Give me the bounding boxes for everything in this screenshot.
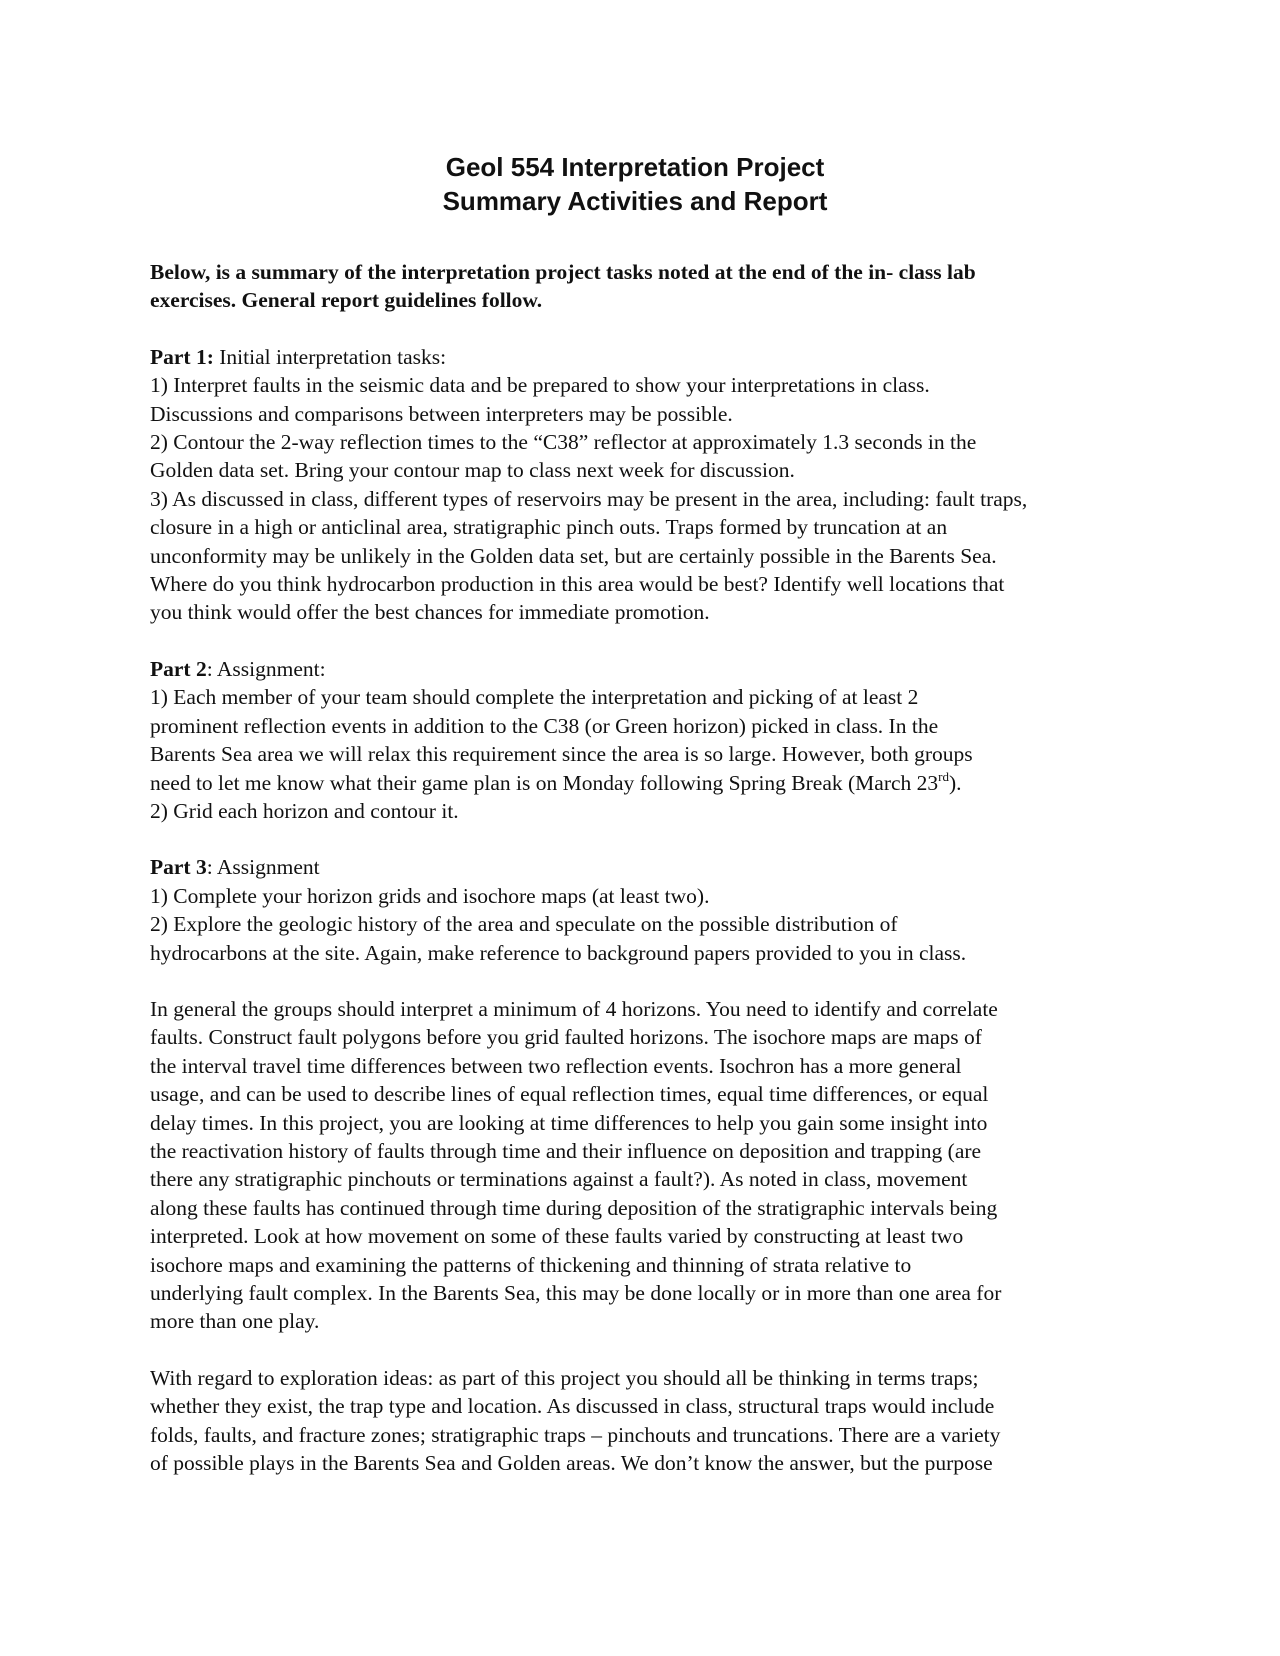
date-line-end: ). <box>949 770 962 795</box>
part-2-heading: Part 2 <box>150 656 207 681</box>
part-2-heading-line <box>150 655 1150 683</box>
part-3-line: hydrocarbons at the site. Again, make reference to background papers provided to you in class. <box>150 940 967 965</box>
paragraph-line: whether they exist, the trap type and location. As discussed in class, structural traps would include <box>150 1394 995 1419</box>
part-1-heading-line <box>150 343 1150 371</box>
paragraph-line: faults. Construct fault polygons before you grid faulted horizons. The isochore maps are maps of <box>150 1025 982 1050</box>
exploration-ideas-paragraph <box>150 1364 1150 1478</box>
paragraph-line: the reactivation history of faults through time and their influence on deposition and trapping (are <box>150 1138 982 1163</box>
document-page <box>150 150 1150 1477</box>
part-1-line: you think would offer the best chances for immediate promotion. <box>150 600 710 625</box>
part-1-section <box>150 343 1150 627</box>
part-1-line: Where do you think hydrocarbon production in this area would be best? Identify well locations that <box>150 572 1005 597</box>
part-1-subtitle: Initial interpretation tasks: <box>213 344 447 369</box>
paragraph-line: usage, and can be used to describe lines of equal reflection times, equal time differences, or equal <box>150 1082 989 1107</box>
part-2-subtitle: : Assignment: <box>206 656 326 681</box>
part-1-line: Discussions and comparisons between interpreters may be possible. <box>150 401 733 426</box>
part-3-heading: Part 3 <box>150 855 207 880</box>
part-1-heading: Part 1: <box>150 344 214 369</box>
part-1-line: 3) As discussed in class, different types of reservoirs may be present in the area, including: fault traps, <box>150 486 1028 511</box>
part-2-line: prominent reflection events in addition to the C38 (or Green horizon) picked in class. In the <box>150 713 939 738</box>
paragraph-line: interpreted. Look at how movement on some of these faults varied by constructing at least two <box>150 1224 964 1249</box>
document-title <box>150 150 1150 218</box>
part-3-line: 1) Complete your horizon grids and isochore maps (at least two). <box>150 883 710 908</box>
intro-line: exercises. General report guidelines follow. <box>150 288 543 313</box>
intro-line: Below, is a summary of the interpretation project tasks noted at the end of the in- class lab <box>150 260 976 284</box>
paragraph-line: underlying fault complex. In the Barents Sea, this may be done locally or in more than one area for <box>150 1281 1002 1305</box>
paragraph-line: folds, faults, and fracture zones; stratigraphic traps – pinchouts and truncations. There are a variety <box>150 1422 1001 1447</box>
part-3-section <box>150 853 1150 967</box>
date-line-text: need to let me know what their game plan is on Monday following Spring Break (March 23 <box>150 770 939 795</box>
ordinal-superscript: rd <box>938 768 950 784</box>
paragraph-line: more than one play. <box>150 1309 320 1334</box>
part-1-line: 2) Contour the 2-way reflection times to the “C38” reflector at approximately 1.3 seconds in the <box>150 430 977 455</box>
paragraph-line: along these faults has continued through time during deposition of the stratigraphic intervals being <box>150 1195 998 1220</box>
part-2-line: Barents Sea area we will relax this requirement since the area is so large. However, both groups <box>150 742 973 767</box>
part-2-date-line <box>150 769 1150 797</box>
paragraph-line: With regard to exploration ideas: as part of this project you should all be thinking in terms traps; <box>150 1365 979 1390</box>
part-3-heading-line <box>150 853 1150 881</box>
paragraph-line: delay times. In this project, you are looking at time differences to help you gain some insight into <box>150 1110 988 1135</box>
title-line-2: Summary Activities and Report <box>442 186 828 216</box>
part-1-line: 1) Interpret faults in the seismic data and be prepared to show your interpretations in class. <box>150 373 930 398</box>
paragraph-line: of possible plays in the Barents Sea and Golden areas. We don’t know the answer, but the purpose <box>150 1451 993 1476</box>
part-1-line: Golden data set. Bring your contour map to class next week for discussion. <box>150 458 795 483</box>
paragraph-line: the interval travel time differences between two reflection events. Isochron has a more general <box>150 1053 962 1078</box>
paragraph-line: there any stratigraphic pinchouts or terminations against a fault?). As noted in class, movement <box>150 1167 968 1192</box>
part-2-section <box>150 655 1150 825</box>
part-1-line: closure in a high or anticlinal area, stratigraphic pinch outs. Traps formed by truncation at an <box>150 515 948 540</box>
general-guidelines-paragraph <box>150 995 1150 1336</box>
part-3-line: 2) Explore the geologic history of the area and speculate on the possible distribution of <box>150 912 898 937</box>
intro-paragraph <box>150 258 1150 315</box>
part-3-subtitle: : Assignment <box>206 855 320 880</box>
part-1-line: unconformity may be unlikely in the Golden data set, but are certainly possible in the Barents Sea. <box>150 543 997 568</box>
part-2-line: 2) Grid each horizon and contour it. <box>150 798 459 823</box>
part-2-line: 1) Each member of your team should complete the interpretation and picking of at least 2 <box>150 685 919 710</box>
paragraph-line: In general the groups should interpret a minimum of 4 horizons. You need to identify and correlate <box>150 996 998 1021</box>
paragraph-line: isochore maps and examining the patterns of thickening and thinning of strata relative to <box>150 1252 912 1277</box>
title-line-1: Geol 554 Interpretation Project <box>445 152 825 182</box>
